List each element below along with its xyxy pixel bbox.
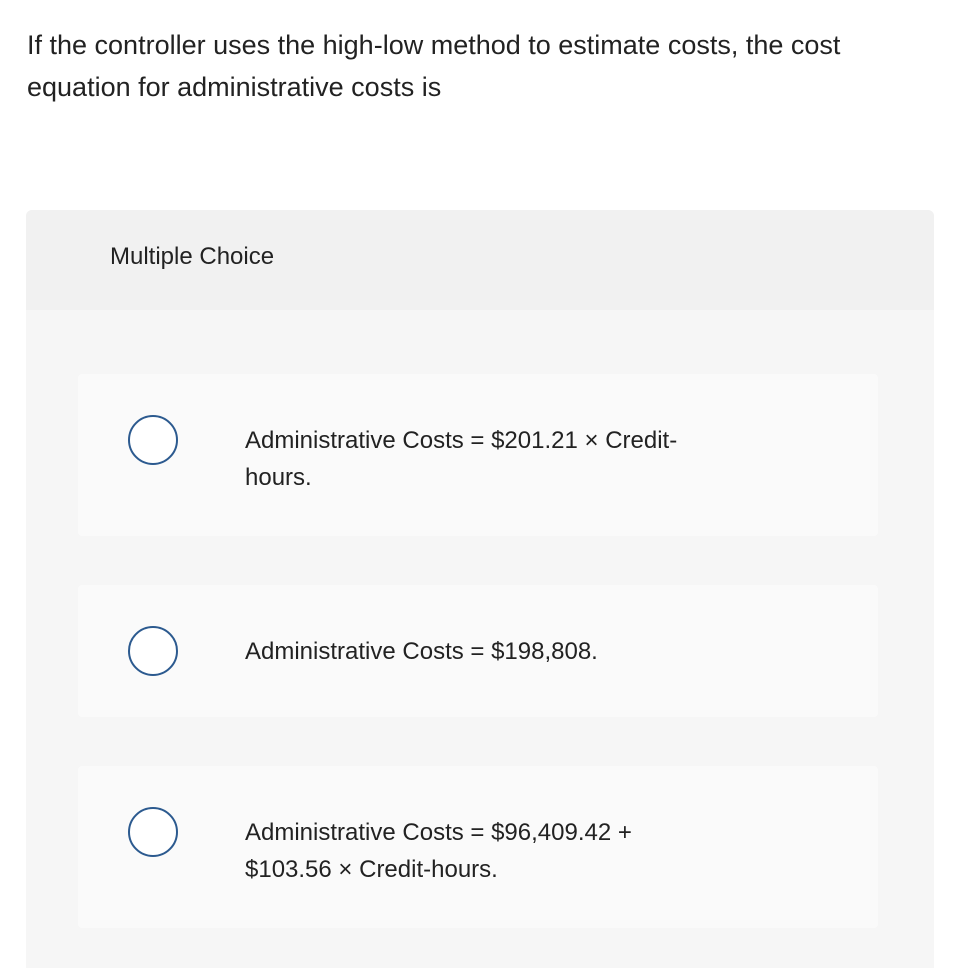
answer-option-3[interactable]: [78, 766, 878, 928]
multiple-choice-label: Multiple Choice: [110, 243, 275, 270]
multiple-choice-header: [26, 210, 934, 310]
question-text: If the controller uses the high-low method to estimate costs, the cost equation for administrative costs is: [27, 30, 841, 102]
multiple-choice-panel: [26, 210, 934, 968]
answer-option-1[interactable]: [78, 374, 878, 536]
radio-button[interactable]: [128, 807, 178, 857]
answer-option-text: Administrative Costs = $96,409.42 + $103.56 × Credit-hours.: [245, 819, 632, 883]
radio-button[interactable]: [128, 626, 178, 676]
radio-button[interactable]: [128, 415, 178, 465]
answer-option-text: Administrative Costs = $201.21 × Credit-hours.: [245, 427, 678, 491]
answer-option-text: Administrative Costs = $198,808.: [245, 638, 598, 665]
answer-option-2[interactable]: [78, 585, 878, 717]
